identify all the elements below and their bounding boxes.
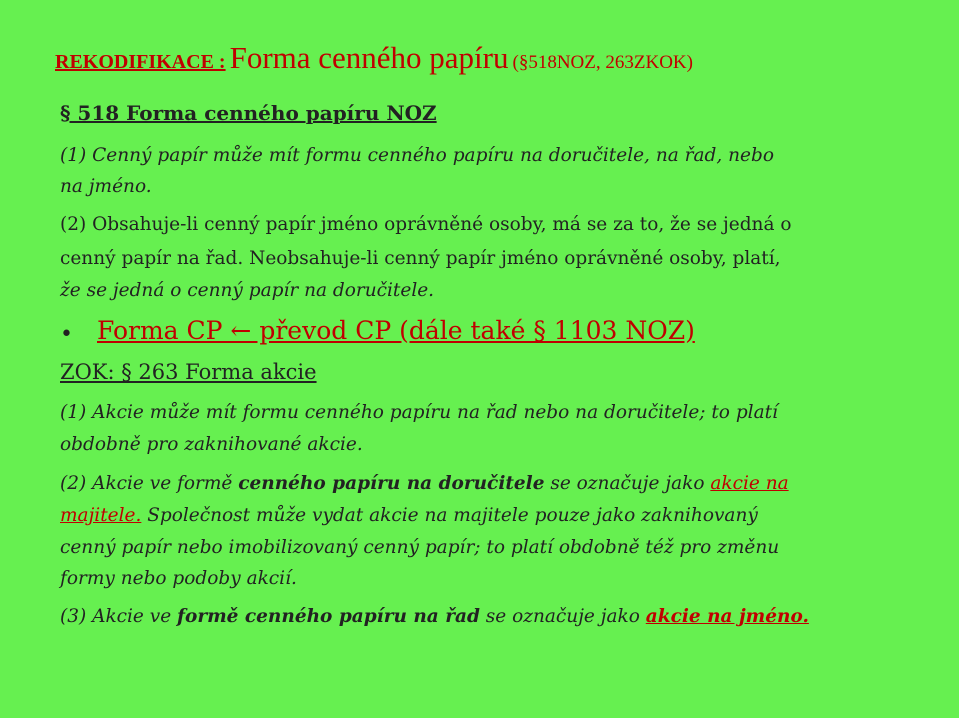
akcie-na-majitele-link[interactable]: akcie na (710, 473, 789, 494)
zok-p2-c: se označuje jako (544, 473, 711, 494)
zok-p2-f: Společnost může vydat akcie na majitele pouze jako zaknihovaný (141, 505, 758, 526)
title-prefix: REKODIFIKACE : (55, 51, 226, 73)
zok-p2-a: (2) Akcie ve formě (60, 473, 239, 494)
akcie-na-jmeno-link[interactable]: akcie na jméno. (645, 606, 809, 627)
zok-p2-b: cenného papíru na doručitele (238, 473, 545, 494)
forma-cp-link[interactable]: Forma CP ← převod CP (dále také § 1103 NOZ) (97, 316, 695, 345)
title-ref: (§518NOZ, 263ZKOK) (512, 52, 693, 73)
majitele-link[interactable]: majitele. (60, 505, 142, 526)
zok-p3-a: (3) Akcie ve (60, 606, 178, 627)
zok-p3-line (60, 606, 809, 627)
noz-p2-line3: že se jedná o cenný papír na doručitele. (60, 280, 435, 301)
noz-p2-line2: cenný papír na řad. Neobsahuje-li cenný papír jméno oprávněné osoby, platí, (60, 248, 781, 269)
slide-title (55, 40, 693, 76)
noz-p1-line1: (1) Cenný papír může mít formu cenného papíru na doručitele, na řad, nebo (60, 145, 774, 166)
zok-p2-line4: formy nebo podoby akcií. (60, 568, 297, 589)
zok-p2-line1 (60, 473, 789, 494)
noz-p1-line2: na jméno. (60, 176, 152, 197)
bullet-symbol: • (60, 322, 73, 347)
zok-p2-line2 (60, 505, 758, 526)
zok-p2-line3: cenný papír nebo imobilizovaný cenný papír; to platí obdobně též pro změnu (60, 537, 780, 558)
noz-p2-line1: (2) Obsahuje-li cenný papír jméno oprávněné osoby, má se za to, že se jedná o (60, 214, 792, 235)
zok-p3-c: se označuje jako (479, 606, 646, 627)
zok-p1-line2: obdobně pro zaknihované akcie. (60, 434, 363, 455)
noz-heading: § 518 Forma cenného papíru NOZ (60, 101, 437, 125)
title-main: Forma cenného papíru (229, 40, 509, 75)
zok-heading: ZOK: § 263 Forma akcie (60, 360, 317, 384)
zok-p3-b: formě cenného papíru na řad (177, 606, 480, 627)
zok-p1-line1: (1) Akcie může mít formu cenného papíru na řad nebo na doručitele; to platí (60, 402, 778, 423)
